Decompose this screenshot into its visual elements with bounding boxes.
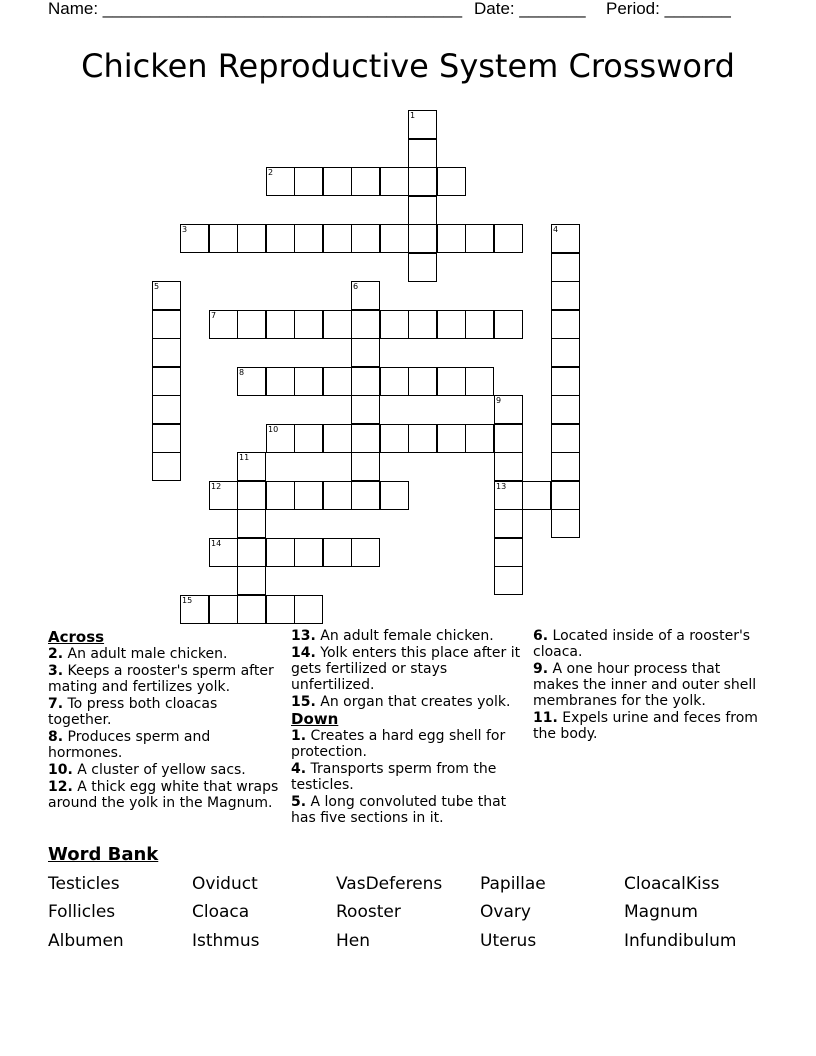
grid-cell[interactable] [237,310,266,339]
clue-item [533,628,769,660]
grid-cell[interactable] [465,424,494,453]
grid-cell[interactable] [551,481,580,510]
grid-cell[interactable] [294,424,323,453]
grid-cell[interactable] [408,253,437,282]
grid-cell[interactable] [323,538,352,567]
grid-cell[interactable] [294,224,323,253]
word-bank-item: Papillae [480,874,546,894]
word-bank-item: Ovary [480,902,531,922]
clue-num: 7. [48,696,64,712]
clues-column-2 [291,628,523,827]
grid-cell[interactable] [323,224,352,253]
grid-cell[interactable] [237,595,266,624]
grid-cell[interactable] [266,310,295,339]
clue-number-10: 10 [268,425,279,434]
clue-item [291,645,523,693]
page-title: Chicken Reproductive System Crossword [81,47,735,85]
grid-cell[interactable] [408,367,437,396]
grid-cell[interactable] [551,452,580,481]
clues-column-3 [533,628,769,743]
down-heading: Down [291,710,339,728]
clue-number-2: 2 [268,168,274,177]
clue-num: 3. [48,663,64,679]
grid-cell[interactable] [551,367,580,396]
clue-item [48,646,284,662]
grid-cell[interactable] [152,424,181,453]
clues-column-1 [48,628,284,812]
grid-cell[interactable] [152,367,181,396]
grid-cell[interactable] [408,310,437,339]
clue-item [291,728,523,760]
grid-cell[interactable] [380,424,409,453]
grid-cell[interactable] [152,338,181,367]
grid-cell[interactable] [465,310,494,339]
grid-cell[interactable] [152,395,181,424]
clue-num: 11. [533,710,558,726]
word-bank-item: Isthmus [192,931,260,951]
clue-num: 14. [291,645,316,661]
clue-text: An organ that creates yolk. [315,694,511,710]
grid-cell[interactable] [437,167,466,196]
grid-cell[interactable] [408,424,437,453]
word-bank-item: Magnum [624,902,698,922]
grid-cell[interactable] [408,224,437,253]
clue-text: Expels urine and feces from the body. [533,710,758,742]
grid-cell[interactable] [294,595,323,624]
clue-number-11: 11 [239,453,250,462]
clue-text: Keeps a rooster's sperm after mating and fertilizes yolk. [48,663,274,695]
grid-cell[interactable] [494,310,523,339]
grid-cell[interactable] [351,395,380,424]
clue-number-1: 1 [410,111,416,120]
grid-cell[interactable] [522,481,551,510]
clue-number-4: 4 [553,225,559,234]
clue-text: A long convoluted tube that has five sections in it. [291,794,507,826]
grid-cell[interactable] [494,452,523,481]
clue-item [291,694,523,710]
grid-cell[interactable] [266,367,295,396]
grid-cell[interactable] [437,224,466,253]
grid-cell[interactable] [551,509,580,538]
grid-cell[interactable] [209,224,238,253]
clue-num: 6. [533,628,549,644]
grid-cell[interactable] [437,367,466,396]
word-bank-item: Uterus [480,931,537,951]
grid-cell[interactable] [351,310,380,339]
clue-number-9: 9 [496,396,502,405]
clue-number-3: 3 [182,225,188,234]
grid-cell[interactable] [266,538,295,567]
clue-item [48,762,284,778]
across-heading: Across [48,628,105,646]
grid-cell[interactable] [380,167,409,196]
grid-cell[interactable] [380,367,409,396]
grid-cell[interactable] [209,595,238,624]
clue-number-6: 6 [353,282,359,291]
grid-cell[interactable] [494,424,523,453]
grid-cell[interactable] [237,509,266,538]
clue-item [533,661,769,709]
word-bank-item: Oviduct [192,874,258,894]
clue-num: 10. [48,762,73,778]
word-bank-item: CloacalKiss [624,874,720,894]
grid-cell[interactable] [551,395,580,424]
grid-cell[interactable] [494,538,523,567]
grid-cell[interactable] [408,167,437,196]
grid-cell[interactable] [437,424,466,453]
clue-text: Produces sperm and hormones. [48,729,211,761]
grid-cell[interactable] [323,167,352,196]
grid-cell[interactable] [408,196,437,225]
grid-cell[interactable] [408,139,437,168]
clue-number-15: 15 [182,596,193,605]
grid-cell[interactable] [237,481,266,510]
grid-cell[interactable] [323,424,352,453]
clue-num: 5. [291,794,307,810]
clue-text: Yolk enters this place after it gets fertilized or stays unfertilized. [291,645,521,693]
clue-item [48,696,284,728]
clue-number-7: 7 [211,311,217,320]
name-field[interactable]: Name: ______________________________________ [48,0,463,18]
grid-cell[interactable] [294,481,323,510]
grid-cell[interactable] [152,452,181,481]
grid-cell[interactable] [551,310,580,339]
clue-item [48,663,284,695]
grid-cell[interactable] [437,310,466,339]
clue-item [48,729,284,761]
clue-num: 4. [291,761,307,777]
clue-text: Transports sperm from the testicles. [291,761,497,793]
clue-num: 2. [48,646,64,662]
grid-cell[interactable] [152,310,181,339]
clue-number-12: 12 [211,482,222,491]
grid-cell[interactable] [237,538,266,567]
grid-cell[interactable] [351,167,380,196]
grid-cell[interactable] [465,367,494,396]
clue-item [291,794,523,826]
grid-cell[interactable] [294,367,323,396]
clue-item [291,761,523,793]
grid-cell[interactable] [351,538,380,567]
period-field[interactable]: Period: _______ [606,0,731,18]
grid-cell[interactable] [551,338,580,367]
grid-cell[interactable] [294,167,323,196]
clue-number-13: 13 [496,482,507,491]
word-bank-item: Cloaca [192,902,250,922]
word-bank-item: Follicles [48,902,116,922]
grid-cell[interactable] [494,224,523,253]
grid-cell[interactable] [380,310,409,339]
clue-text: A one hour process that makes the inner and outer shell membranes for the yolk. [533,661,757,709]
grid-cell[interactable] [237,224,266,253]
clue-num: 1. [291,728,307,744]
date-field[interactable]: Date: _______ [474,0,586,18]
grid-cell[interactable] [351,424,380,453]
grid-cell[interactable] [351,367,380,396]
word-bank-item: Hen [336,931,371,951]
grid-cell[interactable] [323,481,352,510]
grid-cell[interactable] [266,595,295,624]
grid-cell[interactable] [551,281,580,310]
grid-cell[interactable] [551,253,580,282]
clue-num: 13. [291,628,316,644]
grid-cell[interactable] [266,481,295,510]
word-bank-item: VasDeferens [336,874,443,894]
grid-cell[interactable] [266,224,295,253]
clue-num: 12. [48,779,73,795]
grid-cell[interactable] [551,424,580,453]
clue-item [48,779,284,811]
clue-text: Located inside of a rooster's cloaca. [533,628,751,660]
clue-num: 9. [533,661,549,677]
clue-num: 15. [291,694,316,710]
word-bank-item: Albumen [48,931,124,951]
word-bank-item: Rooster [336,902,401,922]
grid-cell[interactable] [351,224,380,253]
grid-cell[interactable] [294,310,323,339]
grid-cell[interactable] [380,481,409,510]
grid-cell[interactable] [294,538,323,567]
clue-text: A cluster of yellow sacs. [72,762,246,778]
grid-cell[interactable] [323,310,352,339]
word-bank-title: Word Bank [48,844,159,865]
grid-cell[interactable] [494,566,523,595]
grid-cell[interactable] [380,224,409,253]
grid-cell[interactable] [237,566,266,595]
grid-cell[interactable] [323,367,352,396]
clue-number-5: 5 [154,282,160,291]
clue-text: An adult male chicken. [63,646,228,662]
clue-number-8: 8 [239,368,245,377]
clue-item [533,710,769,742]
grid-cell[interactable] [351,452,380,481]
clue-item [291,628,523,644]
grid-cell[interactable] [465,224,494,253]
clue-text: An adult female chicken. [315,628,494,644]
grid-cell[interactable] [351,481,380,510]
word-bank-item: Infundibulum [624,931,737,951]
word-bank-item: Testicles [48,874,120,894]
clue-text: To press both cloacas together. [48,696,218,728]
clue-number-14: 14 [211,539,222,548]
grid-cell[interactable] [494,509,523,538]
grid-cell[interactable] [351,338,380,367]
clue-text: Creates a hard egg shell for protection. [291,728,506,760]
clue-text: A thick egg white that wraps around the yolk in the Magnum. [48,779,279,811]
clue-num: 8. [48,729,64,745]
